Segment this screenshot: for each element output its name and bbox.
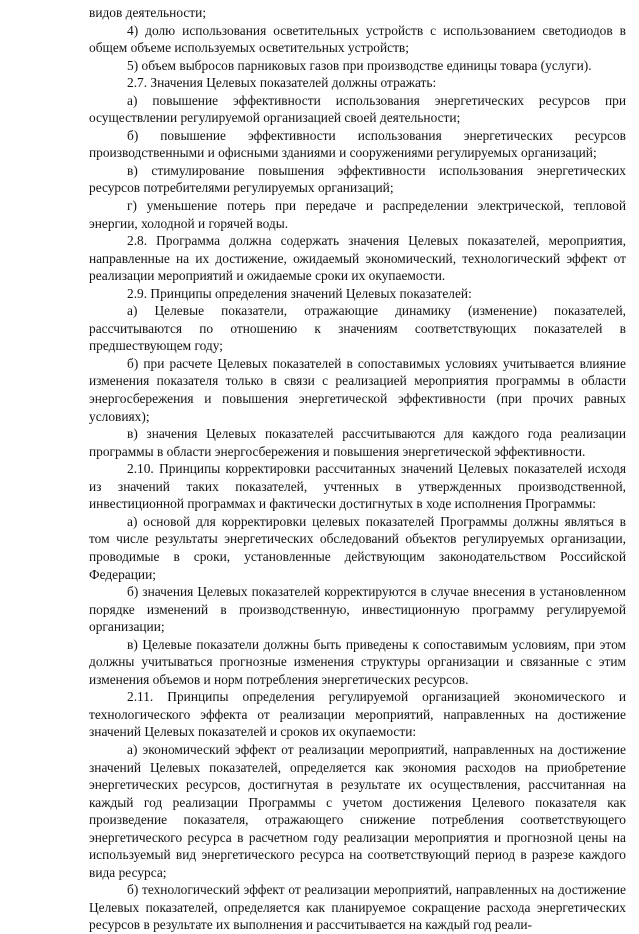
paragraph-2-10-a: а) основой для корректировки целевых показателей Программы должны являться в том числе результаты энергетических обследований объектов регулируемых организации, проводимые в сроки, установленные действующим законодательством Российской Федерации; xyxy=(89,513,626,582)
paragraph-2-11-a: а) экономический эффект от реализации мероприятий, направленных на достижение значений Целевых показателей, определяется как экономия расходов на приобретение энергетических ресурсов, достигнутая в результате их осуществления, рассчитанная на каждый год реализации Программы с учетом достижения Целевого показателя как произведение показателя, отражающего снижение потребления соответствующего энергетического ресурса в расчетном году реализации мероприятия и прогнозной цены на используемый вид энергетического ресурса на соответствующий период в разрезе каждого вида ресурса; xyxy=(89,741,626,880)
paragraph-2-9-b: б) при расчете Целевых показателей в сопоставимых условиях учитывается влияние изменения показателя только в связи с реализацией мероприятия программы в области энергосбережения и повышения энергетической эффективности (при прочих равных условиях); xyxy=(89,355,626,424)
section-2-7-heading: 2.7. Значения Целевых показателей должны отражать: xyxy=(127,75,437,91)
paragraph-item-4: 4) долю использования осветительных устройств с использованием светодиодов в общем объеме используемых осветительных устройств; xyxy=(89,22,626,56)
paragraph-continuation: видов деятельности; xyxy=(89,5,207,20)
section-2-10-heading: 2.10. Принципы корректировки рассчитанных значений Целевых показателей исходя из значений таких показателей, учтенных в утвержденных производственной, инвестиционной программах и фактически достигнутых в ходе исполнения Программы: xyxy=(89,461,626,512)
section-2-9-heading: 2.9. Принципы определения значений Целевых показателей: xyxy=(127,285,472,301)
paragraph-2-9-v: в) значения Целевых показателей рассчитываются для каждого года реализации программы в области энергосбережения и повышения энергетической эффективности. xyxy=(89,426,626,459)
paragraph-2-7-b: б) повышение эффективности использования энергетических ресурсов производственными и офисными зданиями и сооружениями регулируемых организаций; xyxy=(89,127,626,161)
paragraph-item-5: 5) объем выбросов парниковых газов при производстве единицы товара (услуги). xyxy=(127,57,592,73)
paragraph-2-7-v: в) стимулирование повышения эффективности использования энергетических ресурсов потребителями регулируемых организаций; xyxy=(89,162,626,196)
paragraph-2-7-g: г) уменьшение потерь при передаче и распределении электрической, тепловой энергии, холодной и горячей воды. xyxy=(89,198,626,231)
section-2-8: 2.8. Программа должна содержать значения Целевых показателей, мероприятия, направленные на их достижение, ожидаемый экономический, технологический эффект от реализации мероприятий и ожидаемые сроки их окупаемости. xyxy=(89,233,626,284)
paragraph-2-11-b: б) технологический эффект от реализации мероприятий, направленных на достижение Целевых показателей, определяется как планируемое сокращение расхода энергетических ресурсов в результате их выполнения и рассчитывается на каждый год реали- xyxy=(89,882,626,933)
paragraph-2-10-b: б) значения Целевых показателей корректируются в случае внесения в установленном порядке изменений в производственную, инвестиционную программу регулируемой организации; xyxy=(89,584,626,635)
paragraph-2-7-a: а) повышение эффективности использования энергетических ресурсов при осуществлении регулируемой организацией своей деятельности; xyxy=(89,92,626,126)
document-page xyxy=(89,4,626,934)
paragraph-2-10-v: в) Целевые показатели должны быть приведены к сопоставимым условиям, при этом должны учитываться прогнозные изменения структуры организации и связанные с этим изменения объемов и норм потребления энергетических ресурсов. xyxy=(89,636,626,687)
section-2-11-heading: 2.11. Принципы определения регулируемой организацией экономического и технологического эффекта от реализации мероприятий, направленных на достижение значений Целевых показателей и сроков их окупаемости: xyxy=(89,689,626,740)
paragraph-2-9-a: а) Целевые показатели, отражающие динамику (изменение) показателей, рассчитываются по отношению к значениям соответствующих показателей в предшествующем году; xyxy=(89,303,626,354)
